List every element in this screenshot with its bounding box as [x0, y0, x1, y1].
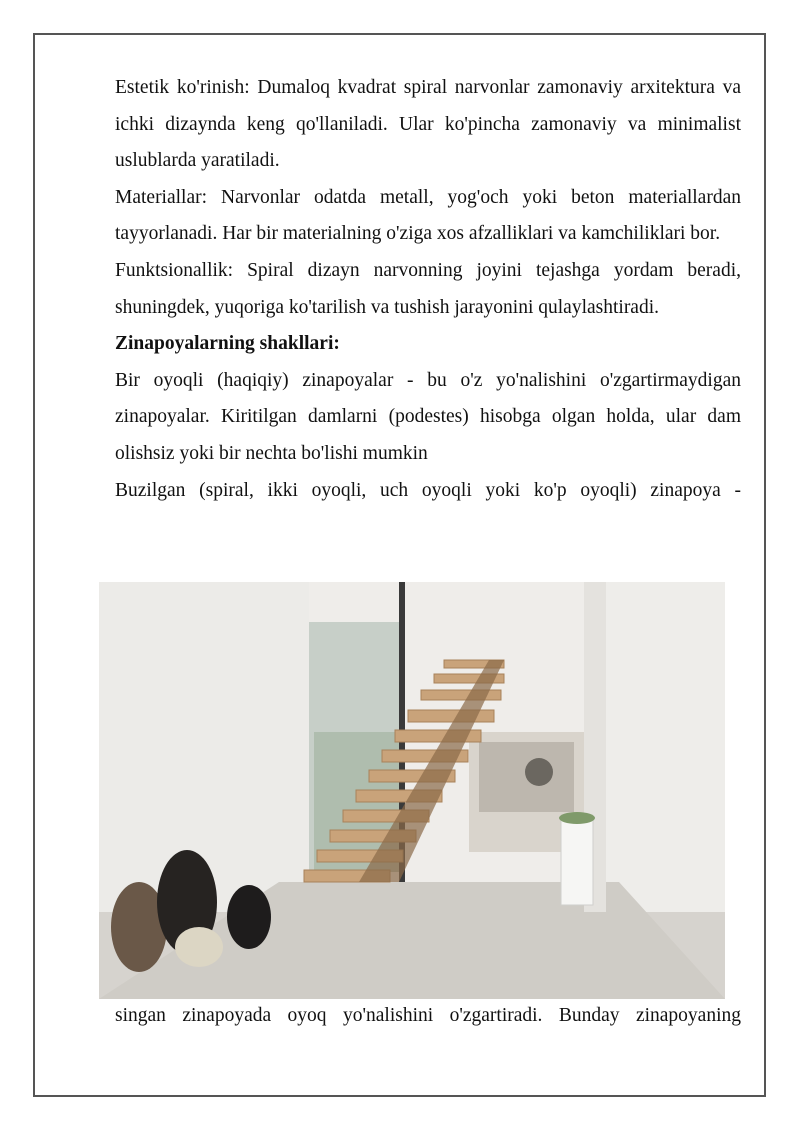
body-text [115, 70, 741, 509]
paragraph-estetik: Estetik ko'rinish: Dumaloq kvadrat spiral narvonlar zamonaviy arxitektura va ichki dizaynda keng qo'llaniladi. Ular ko'pincha zamonaviy va minimalist uslublarda yaratiladi. [115, 77, 741, 172]
staircase-photo [99, 582, 725, 999]
paragraph-buzilgan: Buzilgan (spiral, ikki oyoqli, uch oyoqli yoki ko'p oyoqli) zinapoya - [115, 479, 741, 501]
paragraph-continuation: singan zinapoyada oyoq yo'nalishini o'zgartiradi. Bunday zinapoyaning [115, 1005, 741, 1026]
paragraph-bir-oyoqli: Bir oyoqli (haqiqiy) zinapoyalar - bu o'z yo'nalishini o'zgartirmaydigan zinapoyalar. Kiritilgan damlarni (podestes) hisobga olgan holda, ular dam olishsiz yoki bir nechta bo'lishi mumkin [115, 369, 741, 464]
paragraph-materiallar: Materiallar: Narvonlar odatda metall, yog'och yoki beton materiallardan tayyorlanadi. Har bir materialning o'ziga xos afzalliklari va kamchiliklari bor. [115, 186, 741, 245]
section-heading: Zinapoyalarning shakllari: [115, 333, 340, 355]
paragraph-funktsionallik: Funktsionallik: Spiral dizayn narvonning joyini tejashga yordam beradi, shuningdek, yuqoriga ko'tarilish va tushish jarayonini qulaylashtiradi. [115, 259, 741, 318]
